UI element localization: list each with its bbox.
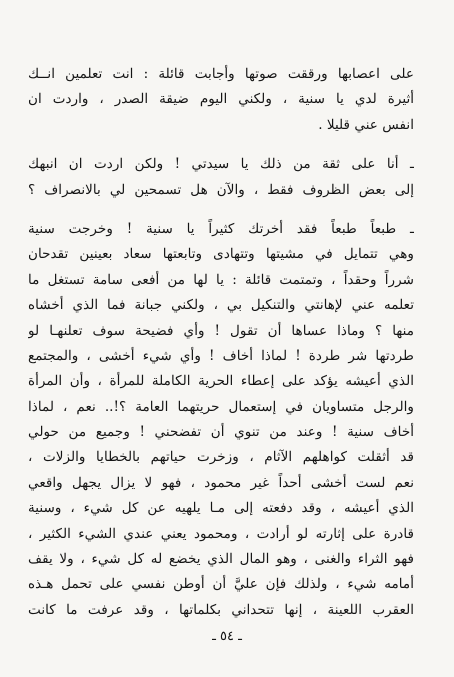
paragraph-1 bbox=[28, 62, 414, 138]
text-line: الذي أعيشه ، وقد دفعته إلى مـا يلهيه عن كل شيء ، وسنية bbox=[28, 500, 414, 517]
text-line: أخاف سنية ! وعند من تنوي أن تفضحني ! وجميع من حولي bbox=[28, 424, 414, 441]
text-line: العقرب اللعينة ، إنها تتحداني بكلماتها ، وقد عرفت ما كانت bbox=[28, 601, 414, 618]
text-line: فهو الثراء والغنى ، وهو المال الذي يخضع له كل شيء ، ولا يقف bbox=[28, 551, 414, 568]
text-line: وهي تتمايل في مشيتها وتتهادى وتابعتها سعاد بعينين تقدحان bbox=[28, 246, 414, 263]
text-line: والرجل متساويان في إستعمال حريتهما العامة ؟!.. نعم ، لماذا bbox=[28, 398, 414, 415]
text-line: على اعصابها ورققت صوتها وأجابت قائلة : انت تعلمين انــك bbox=[28, 66, 414, 82]
text-line: تعلمه عني لإهانتي والتنكيل بي ، ولكني جبانة فما الذي أخشاه bbox=[28, 297, 414, 314]
text-line: شرراً وحقداً ، وتمتمت قائلة : يا لها من أفعى سامة تستغل ما bbox=[28, 271, 414, 288]
text-line: إلى بعض الظروف فقط ، والآن هل تسمحين لي بالانصراف ؟ bbox=[28, 181, 414, 198]
body-text bbox=[28, 62, 414, 637]
text-line: الذي أعيشه يؤكد على إعطاء الحرية الكاملة للمرأة ، وأن المرأة bbox=[28, 373, 414, 390]
text-line: قادرة على إثارته لو أرادت ، ومحمود يعني عندي الشيء الكثير ، bbox=[28, 525, 414, 542]
text-line: قد أثقلت كواهلهم الآثام ، وزخرت حياتهم بالخطايا والزلات ، bbox=[28, 449, 414, 466]
paragraph-2 bbox=[28, 152, 414, 203]
page-number: ـ ٥٤ ـ bbox=[212, 629, 242, 644]
text-line: انفس عني قليلا . bbox=[318, 116, 414, 133]
text-line: ـ طبعاً طبعاً فقد أخرتك كثيراً يا سنية ! وخرجت سنية bbox=[28, 220, 414, 237]
paragraph-3 bbox=[28, 217, 414, 623]
text-line: طردتها شر طردة ! لماذا أخاف ! وأي شيء أخشى ، والمجتمع bbox=[28, 347, 414, 364]
text-line: أثيرة لدي يا سنية ، ولكني اليوم ضيقة الصدر ، واردت ان bbox=[28, 91, 414, 108]
text-line: منها ؟ وماذا عساها أن تقول ! وأي فضيحة سوف تعلنهـا لو bbox=[28, 322, 414, 339]
text-line: أمامه شيء ، ولذلك فإن عليَّ أن أوطن نفسي على تحمل هـذه bbox=[28, 576, 414, 593]
text-line: ـ أنا على ثقة من ذلك يا سيدتي ! ولكن اردت ان انبهك bbox=[28, 156, 414, 173]
text-line: نعم لست أخشى أحداً غير محمود ، فهو لا يزال يجهل واقعي bbox=[28, 474, 414, 491]
